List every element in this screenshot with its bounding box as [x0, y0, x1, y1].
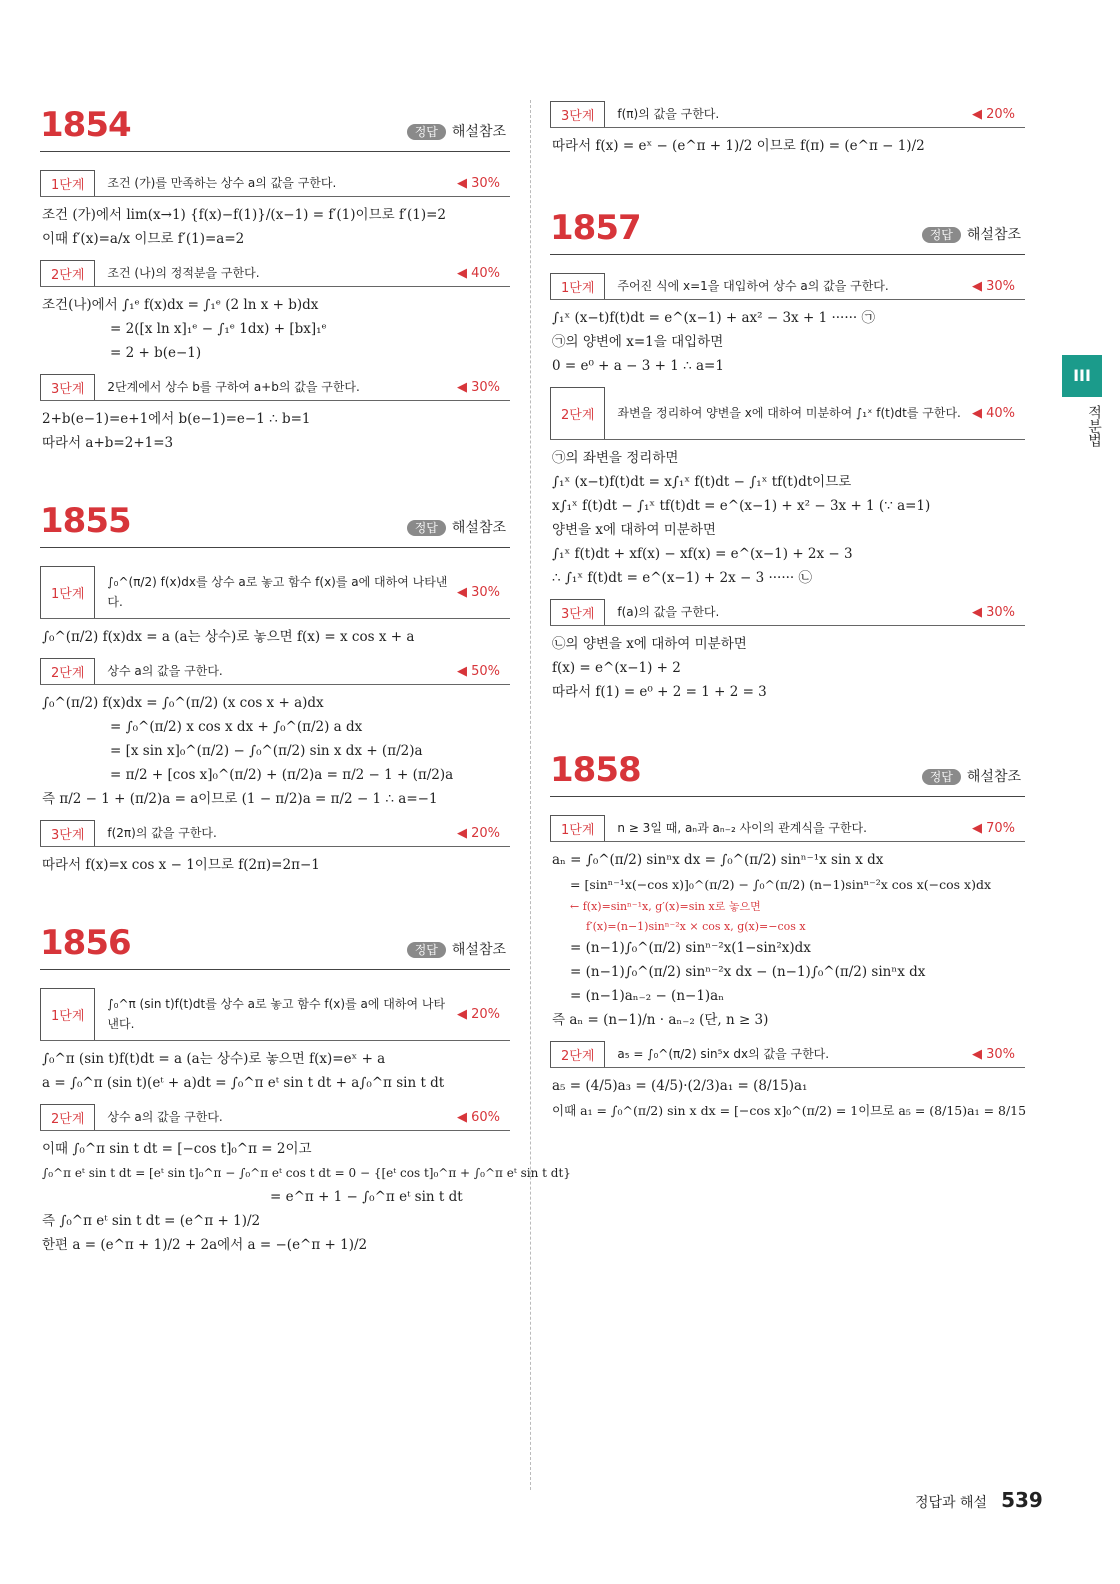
- step-header: [550, 1041, 1025, 1068]
- step-label: 2단계: [550, 1041, 605, 1067]
- equation-line: 0 = e⁰ + a − 3 + 1 ∴ a=1: [552, 358, 724, 374]
- answer-tag: 정답: [407, 942, 446, 958]
- equation-line: = 2 + b(e−1): [110, 345, 202, 361]
- step-header: [40, 170, 510, 197]
- step-label: 3단계: [40, 374, 95, 400]
- equation-line: = 2([x ln x]₁ᵉ − ∫₁ᵉ 1dx) + [bx]₁ᵉ: [110, 321, 327, 337]
- answer-tag: 정답: [407, 124, 446, 140]
- equation-line: 이때 f′(x)=a/x 이므로 f′(1)=a=2: [42, 231, 245, 247]
- step-header: [40, 820, 510, 847]
- problem-header: [550, 198, 1025, 255]
- answer-ref: [407, 517, 506, 537]
- step-label: 2단계: [40, 1104, 95, 1130]
- problem-header: [40, 95, 510, 152]
- problem-1856: [40, 913, 571, 1256]
- problem-1854: [40, 95, 510, 454]
- equation-line: ㉡의 양변을 x에 대하여 미분하면: [552, 636, 747, 652]
- step-desc: 상수 a의 값을 구한다.: [107, 1110, 223, 1124]
- equation-line: 한편 a = (e^π + 1)/2 + 2a에서 a = −(e^π + 1)/2: [42, 1237, 368, 1253]
- step-header: [40, 260, 510, 287]
- page-number: 539: [1001, 1488, 1043, 1512]
- equation-line: a = ∫₀^π (sin t)(eᵗ + a)dt = ∫₀^π eᵗ sin t dt + a∫₀^π sin t dt: [42, 1075, 445, 1091]
- step-desc: a₅ = ∫₀^(π/2) sin⁵x dx의 값을 구한다.: [617, 1047, 830, 1061]
- equation-line: 2+b(e−1)=e+1에서 b(e−1)=e−1 ∴ b=1: [42, 411, 311, 427]
- equation-line: 양변을 x에 대하여 미분하면: [552, 522, 716, 538]
- step-header: [550, 273, 1025, 300]
- equation-line: = [sinⁿ⁻¹x(−cos x)]₀^(π/2) − ∫₀^(π/2) (n−1)sinⁿ⁻²x cos x(−cos x)dx: [570, 877, 992, 892]
- step-percent: ◀ 30%: [971, 1046, 1015, 1062]
- step-desc: 주어진 식에 x=1을 대입하여 상수 a의 값을 구한다.: [617, 279, 889, 293]
- equation-line: 조건 (가)에서 lim(x→1) {f(x)−f(1)}/(x−1) = f′(1)이므로 f′(1)=2: [42, 207, 447, 223]
- step-label: 2단계: [550, 387, 605, 439]
- step-header: [40, 658, 510, 685]
- step-label: 1단계: [40, 170, 95, 196]
- problem-number: 1856: [40, 923, 131, 963]
- equation-line: ㉠의 좌변을 정리하면: [552, 450, 679, 466]
- step-percent: ◀ 30%: [456, 175, 500, 191]
- step-header: [40, 988, 510, 1041]
- answer-text: 해설참조: [451, 124, 506, 140]
- step-desc: ∫₀^π (sin t)f(t)dt를 상수 a로 놓고 함수 f(x)를 a에 대하여 나타낸다.: [107, 997, 446, 1031]
- step-header: [550, 599, 1025, 626]
- problem-number: 1857: [550, 208, 641, 248]
- step-desc: 상수 a의 값을 구한다.: [107, 664, 223, 678]
- problem-number: 1855: [40, 501, 131, 541]
- problem-1858: [550, 740, 1025, 1121]
- chapter-tab-label: 적분법: [1086, 405, 1102, 447]
- equation-line: = ∫₀^(π/2) x cos x dx + ∫₀^(π/2) a dx: [110, 719, 363, 735]
- footer-label: 정답과 해설: [915, 1495, 988, 1511]
- step-label: 1단계: [550, 815, 605, 841]
- answer-text: 해설참조: [451, 942, 506, 958]
- step-label: 3단계: [550, 599, 605, 625]
- equation-line: ∫₀^(π/2) f(x)dx = ∫₀^(π/2) (x cos x + a)dx: [42, 695, 324, 711]
- equation-line: f(x) = e^(x−1) + 2: [552, 660, 681, 676]
- equation-line: 이때 ∫₀^π sin t dt = [−cos t]₀^π = 2이고: [42, 1141, 312, 1157]
- step-label: 3단계: [40, 820, 95, 846]
- step-desc: 조건 (가)를 만족하는 상수 a의 값을 구한다.: [107, 176, 337, 190]
- equation-line: 즉 ∫₀^π eᵗ sin t dt = (e^π + 1)/2: [42, 1213, 261, 1229]
- equation-line: 이때 a₁ = ∫₀^(π/2) sin x dx = [−cos x]₀^(π/2) = 1이므로 a₅ = (8/15)a₁ = 8/15: [552, 1103, 1027, 1118]
- step-percent: ◀ 30%: [456, 584, 500, 600]
- column-divider: [530, 100, 531, 1490]
- equation-line: 따라서 f(x)=x cos x − 1이므로 f(2π)=2π−1: [42, 857, 320, 873]
- equation-line: ∫₀^π (sin t)f(t)dt = a (a는 상수)로 놓으면 f(x)=eˣ + a: [42, 1051, 386, 1067]
- problem-header: [40, 913, 510, 970]
- problem-1857: [550, 198, 1025, 703]
- step-label: 2단계: [40, 658, 95, 684]
- equation-line: 즉 π/2 − 1 + (π/2)a = a이므로 (1 − π/2)a = π/2 − 1 ∴ a=−1: [42, 791, 438, 807]
- step-label: 1단계: [40, 566, 95, 618]
- step-desc: f(a)의 값을 구한다.: [617, 605, 720, 619]
- answer-text: 해설참조: [451, 520, 506, 536]
- step-percent: ◀ 40%: [971, 405, 1015, 421]
- answer-tag: 정답: [922, 769, 961, 785]
- step-label: 1단계: [40, 988, 95, 1040]
- equation-line: = (n−1)∫₀^(π/2) sinⁿ⁻²x dx − (n−1)∫₀^(π/2) sinⁿx dx: [570, 964, 926, 980]
- equation-line: aₙ = ∫₀^(π/2) sinⁿx dx = ∫₀^(π/2) sinⁿ⁻¹x sin x dx: [552, 852, 884, 868]
- step-header: [550, 387, 1025, 440]
- equation-line: ∫₀^(π/2) f(x)dx = a (a는 상수)로 놓으면 f(x) = x cos x + a: [42, 629, 415, 645]
- equation-line: 따라서 a+b=2+1=3: [42, 435, 174, 451]
- step-label: 2단계: [40, 260, 95, 286]
- problem-1855: [40, 491, 510, 876]
- note-line: ← f(x)=sinⁿ⁻¹x, g′(x)=sin x로 놓으면: [570, 900, 761, 913]
- problem-header: [550, 740, 1025, 797]
- equation-line: ∴ ∫₁ˣ f(t)dt = e^(x−1) + 2x − 3 ······ ㉡: [552, 570, 813, 586]
- problem-header: [40, 491, 510, 548]
- right-column: [550, 95, 1025, 1124]
- equation-line: x∫₁ˣ f(t)dt − ∫₁ˣ tf(t)dt = e^(x−1) + x² − 3x + 1 (∵ a=1): [552, 498, 931, 514]
- answer-tag: 정답: [407, 520, 446, 536]
- equation-line: = [x sin x]₀^(π/2) − ∫₀^(π/2) sin x dx + (π/2)a: [110, 743, 423, 759]
- step-percent: ◀ 70%: [971, 820, 1015, 836]
- step-percent: ◀ 50%: [456, 663, 500, 679]
- step-desc: f(2π)의 값을 구한다.: [107, 826, 217, 840]
- problem-number: 1854: [40, 105, 131, 145]
- step-desc: 좌변을 정리하여 양변을 x에 대하여 미분하여 ∫₁ˣ f(t)dt를 구한다.: [617, 406, 961, 420]
- page-footer: [915, 1488, 1043, 1512]
- step-header: [40, 1104, 510, 1131]
- step-desc: ∫₀^(π/2) f(x)dx를 상수 a로 놓고 함수 f(x)를 a에 대하여 나타낸다.: [107, 575, 448, 609]
- step-desc: 조건 (나)의 정적분을 구한다.: [107, 266, 260, 280]
- equation-line: ∫₁ˣ f(t)dt + xf(x) − xf(x) = e^(x−1) + 2x − 3: [552, 546, 853, 562]
- step-percent: ◀ 20%: [456, 825, 500, 841]
- step-label: 1단계: [550, 273, 605, 299]
- step-header: [40, 566, 510, 619]
- step-percent: ◀ 40%: [456, 265, 500, 281]
- step-percent: ◀ 30%: [971, 604, 1015, 620]
- left-column: [40, 95, 571, 1259]
- equation-line: = (n−1)∫₀^(π/2) sinⁿ⁻²x(1−sin²x)dx: [570, 940, 811, 956]
- step-percent: ◀ 20%: [456, 1006, 500, 1022]
- equation-line: 조건(나)에서 ∫₁ᵉ f(x)dx = ∫₁ᵉ (2 ln x + b)dx: [42, 297, 319, 313]
- equation-line: = e^π + 1 − ∫₀^π eᵗ sin t dt: [270, 1189, 463, 1205]
- step-percent: ◀ 30%: [456, 379, 500, 395]
- step-desc: f(π)의 값을 구한다.: [617, 107, 720, 121]
- equation-line: 따라서 f(x) = eˣ − (e^π + 1)/2 이므로 f(π) = (e^π − 1)/2: [552, 138, 925, 154]
- equation-line: = π/2 + [cos x]₀^(π/2) + (π/2)a = π/2 − 1 + (π/2)a: [110, 767, 454, 783]
- equation-line: ∫₁ˣ (x−t)f(t)dt = x∫₁ˣ f(t)dt − ∫₁ˣ tf(t)dt이므로: [552, 474, 852, 490]
- equation-line: ∫₁ˣ (x−t)f(t)dt = e^(x−1) + ax² − 3x + 1 ······ ㉠: [552, 310, 875, 326]
- step-desc: n ≥ 3일 때, aₙ과 aₙ₋₂ 사이의 관계식을 구한다.: [617, 821, 867, 835]
- equation-line: = (n−1)aₙ₋₂ − (n−1)aₙ: [570, 988, 725, 1004]
- answer-tag: 정답: [922, 227, 961, 243]
- note-line: f′(x)=(n−1)sinⁿ⁻²x × cos x, g(x)=−cos x: [586, 920, 806, 933]
- answer-text: 해설참조: [966, 227, 1021, 243]
- step-header: [550, 101, 1025, 128]
- answer-ref: [922, 766, 1021, 786]
- problem-1856-continued: [550, 101, 1025, 157]
- chapter-tab[interactable]: III: [1062, 355, 1102, 397]
- step-percent: ◀ 20%: [971, 106, 1015, 122]
- answer-ref: [407, 121, 506, 141]
- equation-line: ∫₀^π eᵗ sin t dt = [eᵗ sin t]₀^π − ∫₀^π eᵗ cos t dt = 0 − {[eᵗ cos t]₀^π + ∫₀^π eᵗ sin t dt}: [42, 1166, 571, 1180]
- equation-line: a₅ = (4/5)a₃ = (4/5)·(2/3)a₁ = (8/15)a₁: [552, 1078, 808, 1094]
- answer-ref: [922, 224, 1021, 244]
- answer-text: 해설참조: [966, 769, 1021, 785]
- step-label: 3단계: [550, 101, 605, 127]
- step-desc: 2단계에서 상수 b를 구하여 a+b의 값을 구한다.: [107, 380, 360, 394]
- equation-line: ㉠의 양변에 x=1을 대입하면: [552, 334, 724, 350]
- step-header: [550, 815, 1025, 842]
- answer-ref: [407, 939, 506, 959]
- step-percent: ◀ 60%: [456, 1109, 500, 1125]
- step-header: [40, 374, 510, 401]
- problem-number: 1858: [550, 750, 641, 790]
- step-percent: ◀ 30%: [971, 278, 1015, 294]
- equation-line: 따라서 f(1) = e⁰ + 2 = 1 + 2 = 3: [552, 684, 767, 700]
- equation-line: 즉 aₙ = (n−1)/n · aₙ₋₂ (단, n ≥ 3): [552, 1012, 769, 1028]
